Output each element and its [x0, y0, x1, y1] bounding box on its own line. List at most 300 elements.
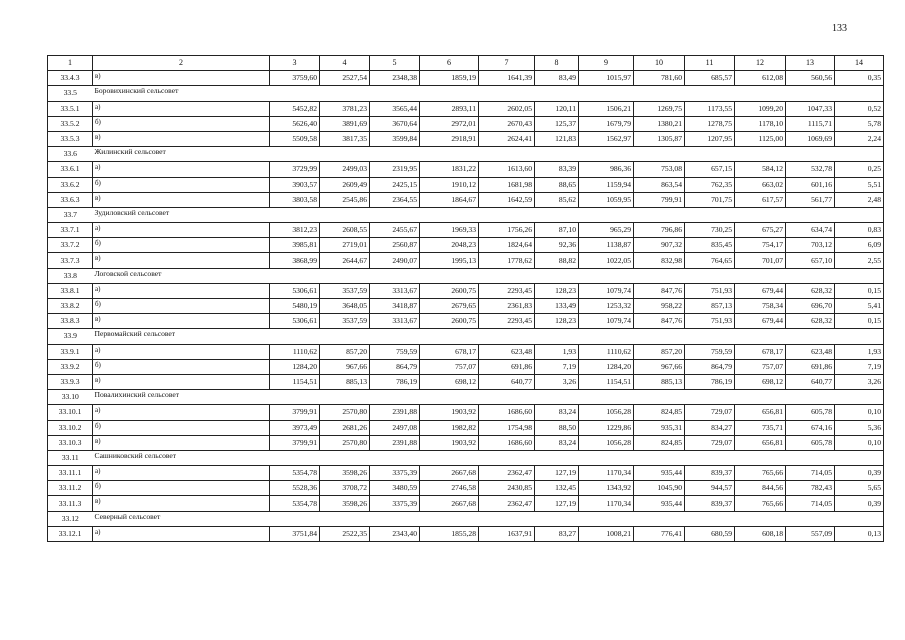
value-cell: 5,65 [835, 481, 884, 496]
row-code: 33.7.2 [48, 238, 93, 253]
row-code: 33.9.2 [48, 359, 93, 374]
value-cell: 83,24 [535, 405, 579, 420]
row-code: 33.8.2 [48, 299, 93, 314]
value-cell: 0,39 [835, 466, 884, 481]
row-code: 33.10.3 [48, 435, 93, 450]
value-cell: 685,57 [685, 71, 735, 86]
variant-label: а) [93, 405, 270, 420]
value-cell: 907,32 [634, 238, 685, 253]
value-cell: 5,51 [835, 177, 884, 192]
value-cell: 3313,67 [370, 314, 420, 329]
value-cell: 2719,01 [320, 238, 370, 253]
row-code: 33.7.1 [48, 223, 93, 238]
value-cell: 701,75 [685, 192, 735, 207]
value-cell: 1686,60 [479, 435, 535, 450]
value-cell: 1562,97 [579, 131, 634, 146]
value-cell: 3670,64 [370, 116, 420, 131]
value-cell: 1824,64 [479, 238, 535, 253]
value-cell: 1642,59 [479, 192, 535, 207]
value-cell: 691,86 [786, 359, 835, 374]
row-code: 33.12 [48, 511, 93, 526]
section-row [48, 329, 884, 344]
value-cell: 656,81 [735, 405, 786, 420]
value-cell: 824,85 [634, 435, 685, 450]
variant-label: в) [93, 314, 270, 329]
value-cell: 2918,91 [420, 131, 479, 146]
value-cell: 1045,90 [634, 481, 685, 496]
value-cell: 757,07 [420, 359, 479, 374]
value-cell: 657,15 [685, 162, 735, 177]
value-cell: 781,60 [634, 71, 685, 86]
value-cell: 674,16 [786, 420, 835, 435]
value-cell: 1110,62 [270, 344, 320, 359]
variant-label: б) [93, 177, 270, 192]
value-cell: 796,86 [634, 223, 685, 238]
table-row [48, 162, 884, 177]
variant-label: в) [93, 374, 270, 389]
column-header: 2 [93, 56, 270, 71]
value-cell: 532,78 [786, 162, 835, 177]
row-code: 33.4.3 [48, 71, 93, 86]
row-code: 33.6.2 [48, 177, 93, 192]
value-cell: 3418,87 [370, 299, 420, 314]
value-cell: 83,49 [535, 71, 579, 86]
table-row [48, 299, 884, 314]
value-cell: 3985,81 [270, 238, 320, 253]
value-cell: 2570,80 [320, 435, 370, 450]
value-cell: 729,07 [685, 435, 735, 450]
value-cell: 3708,72 [320, 481, 370, 496]
row-code: 33.6 [48, 147, 93, 162]
value-cell: 1995,13 [420, 253, 479, 268]
value-cell: 2545,86 [320, 192, 370, 207]
value-cell: 2,48 [835, 192, 884, 207]
value-cell: 1229,86 [579, 420, 634, 435]
value-cell: 1681,98 [479, 177, 535, 192]
value-cell: 3,26 [835, 374, 884, 389]
section-row [48, 450, 884, 465]
value-cell: 605,78 [786, 405, 835, 420]
value-cell: 2681,26 [320, 420, 370, 435]
value-cell: 786,19 [370, 374, 420, 389]
value-cell: 1278,75 [685, 116, 735, 131]
column-header: 4 [320, 56, 370, 71]
row-code: 33.5.3 [48, 131, 93, 146]
value-cell: 2430,85 [479, 481, 535, 496]
value-cell: 3803,58 [270, 192, 320, 207]
value-cell: 5354,78 [270, 496, 320, 511]
header-row [48, 56, 884, 71]
value-cell: 1178,10 [735, 116, 786, 131]
value-cell: 1159,94 [579, 177, 634, 192]
value-cell: 832,98 [634, 253, 685, 268]
column-header: 6 [420, 56, 479, 71]
value-cell: 3537,59 [320, 283, 370, 298]
value-cell: 88,65 [535, 177, 579, 192]
table-row [48, 344, 884, 359]
value-cell: 2343,40 [370, 526, 420, 541]
value-cell: 628,32 [786, 283, 835, 298]
table-row [48, 238, 884, 253]
value-cell: 3973,49 [270, 420, 320, 435]
table-row [48, 466, 884, 481]
section-name: Повалихинский сельсовет [93, 390, 884, 405]
section-name: Логовской сельсовет [93, 268, 884, 283]
value-cell: 678,17 [735, 344, 786, 359]
value-cell: 1110,62 [579, 344, 634, 359]
value-cell: 1056,28 [579, 435, 634, 450]
value-cell: 133,49 [535, 299, 579, 314]
table-body [48, 56, 884, 542]
value-cell: 0,15 [835, 283, 884, 298]
value-cell: 1982,82 [420, 420, 479, 435]
value-cell: 765,66 [735, 496, 786, 511]
variant-label: а) [93, 223, 270, 238]
value-cell: 2497,08 [370, 420, 420, 435]
value-cell: 1754,98 [479, 420, 535, 435]
value-cell: 847,76 [634, 283, 685, 298]
row-code: 33.11 [48, 450, 93, 465]
section-name: Первомайский сельсовет [93, 329, 884, 344]
value-cell: 714,05 [786, 466, 835, 481]
value-cell: 864,79 [685, 359, 735, 374]
value-cell: 1154,51 [579, 374, 634, 389]
row-code: 33.9.3 [48, 374, 93, 389]
value-cell: 698,12 [735, 374, 786, 389]
variant-label: в) [93, 71, 270, 86]
value-cell: 1343,92 [579, 481, 634, 496]
table-row [48, 314, 884, 329]
value-cell: 3868,99 [270, 253, 320, 268]
section-name: Боровихинский сельсовет [93, 86, 884, 101]
value-cell: 751,93 [685, 314, 735, 329]
table-row [48, 481, 884, 496]
value-cell: 2361,83 [479, 299, 535, 314]
value-cell: 83,24 [535, 435, 579, 450]
value-cell: 657,10 [786, 253, 835, 268]
value-cell: 3799,91 [270, 435, 320, 450]
value-cell: 561,77 [786, 192, 835, 207]
variant-label: б) [93, 116, 270, 131]
variant-label: б) [93, 359, 270, 374]
value-cell: 1170,34 [579, 496, 634, 511]
value-cell: 1380,21 [634, 116, 685, 131]
value-cell: 1125,00 [735, 131, 786, 146]
value-cell: 701,07 [735, 253, 786, 268]
column-header: 9 [579, 56, 634, 71]
value-cell: 3648,05 [320, 299, 370, 314]
value-cell: 2609,49 [320, 177, 370, 192]
value-cell: 2364,55 [370, 192, 420, 207]
value-cell: 2560,87 [370, 238, 420, 253]
value-cell: 679,44 [735, 314, 786, 329]
value-cell: 560,56 [786, 71, 835, 86]
value-cell: 1008,21 [579, 526, 634, 541]
value-cell: 729,07 [685, 405, 735, 420]
value-cell: 120,11 [535, 101, 579, 116]
value-cell: 958,22 [634, 299, 685, 314]
section-name: Жилинский сельсовет [93, 147, 884, 162]
value-cell: 132,45 [535, 481, 579, 496]
value-cell: 0,52 [835, 101, 884, 116]
value-cell: 5306,61 [270, 283, 320, 298]
value-cell: 2746,58 [420, 481, 479, 496]
value-cell: 2425,15 [370, 177, 420, 192]
value-cell: 3313,67 [370, 283, 420, 298]
value-cell: 0,10 [835, 435, 884, 450]
value-cell: 698,12 [420, 374, 479, 389]
row-code: 33.12.1 [48, 526, 93, 541]
column-header: 3 [270, 56, 320, 71]
value-cell: 1284,20 [270, 359, 320, 374]
value-cell: 7,19 [535, 359, 579, 374]
value-cell: 696,70 [786, 299, 835, 314]
value-cell: 0,10 [835, 405, 884, 420]
value-cell: 1056,28 [579, 405, 634, 420]
value-cell: 3565,44 [370, 101, 420, 116]
value-cell: 128,23 [535, 283, 579, 298]
section-name: Сашниковский сельсовет [93, 450, 884, 465]
value-cell: 5354,78 [270, 466, 320, 481]
value-cell: 1069,69 [786, 131, 835, 146]
value-cell: 714,05 [786, 496, 835, 511]
value-cell: 2348,38 [370, 71, 420, 86]
value-cell: 680,59 [685, 526, 735, 541]
value-cell: 678,17 [420, 344, 479, 359]
value-cell: 5,36 [835, 420, 884, 435]
value-cell: 935,44 [634, 496, 685, 511]
table-row [48, 116, 884, 131]
value-cell: 864,79 [370, 359, 420, 374]
value-cell: 5452,82 [270, 101, 320, 116]
table-row [48, 223, 884, 238]
value-cell: 3599,84 [370, 131, 420, 146]
value-cell: 3812,23 [270, 223, 320, 238]
value-cell: 1022,05 [579, 253, 634, 268]
value-cell: 758,34 [735, 299, 786, 314]
value-cell: 2644,67 [320, 253, 370, 268]
table-row [48, 405, 884, 420]
value-cell: 675,27 [735, 223, 786, 238]
value-cell: 5509,58 [270, 131, 320, 146]
value-cell: 601,16 [786, 177, 835, 192]
value-cell: 128,23 [535, 314, 579, 329]
column-header: 13 [786, 56, 835, 71]
value-cell: 0,15 [835, 314, 884, 329]
variant-label: а) [93, 344, 270, 359]
variant-label: в) [93, 253, 270, 268]
value-cell: 1910,12 [420, 177, 479, 192]
value-cell: 1778,62 [479, 253, 535, 268]
value-cell: 1015,97 [579, 71, 634, 86]
value-cell: 605,78 [786, 435, 835, 450]
value-cell: 1253,32 [579, 299, 634, 314]
section-row [48, 207, 884, 222]
value-cell: 5480,19 [270, 299, 320, 314]
value-cell: 762,35 [685, 177, 735, 192]
value-cell: 3751,84 [270, 526, 320, 541]
value-cell: 1079,74 [579, 314, 634, 329]
row-code: 33.8.3 [48, 314, 93, 329]
value-cell: 121,83 [535, 131, 579, 146]
value-cell: 751,93 [685, 283, 735, 298]
value-cell: 1,93 [835, 344, 884, 359]
value-cell: 759,59 [370, 344, 420, 359]
value-cell: 1859,19 [420, 71, 479, 86]
value-cell: 1079,74 [579, 283, 634, 298]
value-cell: 5306,61 [270, 314, 320, 329]
value-cell: 757,07 [735, 359, 786, 374]
column-header: 8 [535, 56, 579, 71]
value-cell: 612,08 [735, 71, 786, 86]
value-cell: 1641,39 [479, 71, 535, 86]
row-code: 33.8.1 [48, 283, 93, 298]
column-header: 11 [685, 56, 735, 71]
row-code: 33.8 [48, 268, 93, 283]
row-code: 33.11.1 [48, 466, 93, 481]
variant-label: б) [93, 420, 270, 435]
value-cell: 735,71 [735, 420, 786, 435]
value-cell: 1207,95 [685, 131, 735, 146]
value-cell: 765,66 [735, 466, 786, 481]
value-cell: 623,48 [479, 344, 535, 359]
value-cell: 0,35 [835, 71, 884, 86]
table-row [48, 496, 884, 511]
value-cell: 2391,88 [370, 435, 420, 450]
value-cell: 584,12 [735, 162, 786, 177]
section-row [48, 511, 884, 526]
value-cell: 83,27 [535, 526, 579, 541]
variant-label: в) [93, 192, 270, 207]
column-header: 1 [48, 56, 93, 71]
value-cell: 759,59 [685, 344, 735, 359]
value-cell: 2972,01 [420, 116, 479, 131]
value-cell: 623,48 [786, 344, 835, 359]
variant-label: а) [93, 101, 270, 116]
section-row [48, 86, 884, 101]
value-cell: 656,81 [735, 435, 786, 450]
value-cell: 0,39 [835, 496, 884, 511]
data-table [47, 55, 884, 542]
value-cell: 935,31 [634, 420, 685, 435]
value-cell: 640,77 [786, 374, 835, 389]
row-code: 33.9.1 [48, 344, 93, 359]
value-cell: 2602,05 [479, 101, 535, 116]
value-cell: 2570,80 [320, 405, 370, 420]
value-cell: 2,24 [835, 131, 884, 146]
value-cell: 730,25 [685, 223, 735, 238]
value-cell: 6,09 [835, 238, 884, 253]
value-cell: 3,26 [535, 374, 579, 389]
value-cell: 3598,26 [320, 466, 370, 481]
value-cell: 754,17 [735, 238, 786, 253]
value-cell: 2319,95 [370, 162, 420, 177]
value-cell: 3537,59 [320, 314, 370, 329]
table-row [48, 283, 884, 298]
value-cell: 608,18 [735, 526, 786, 541]
value-cell: 844,56 [735, 481, 786, 496]
value-cell: 1047,33 [786, 101, 835, 116]
column-header: 12 [735, 56, 786, 71]
column-header: 10 [634, 56, 685, 71]
value-cell: 1170,34 [579, 466, 634, 481]
value-cell: 5,78 [835, 116, 884, 131]
table-row [48, 526, 884, 541]
section-name: Северный сельсовет [93, 511, 884, 526]
section-name: Зудиловский сельсовет [93, 207, 884, 222]
value-cell: 967,66 [320, 359, 370, 374]
section-row [48, 390, 884, 405]
value-cell: 125,37 [535, 116, 579, 131]
table-row [48, 374, 884, 389]
value-cell: 857,20 [634, 344, 685, 359]
row-code: 33.9 [48, 329, 93, 344]
value-cell: 1059,95 [579, 192, 634, 207]
value-cell: 2,55 [835, 253, 884, 268]
row-code: 33.6.1 [48, 162, 93, 177]
value-cell: 857,13 [685, 299, 735, 314]
value-cell: 0,25 [835, 162, 884, 177]
value-cell: 1284,20 [579, 359, 634, 374]
value-cell: 2293,45 [479, 314, 535, 329]
value-cell: 847,76 [634, 314, 685, 329]
value-cell: 1154,51 [270, 374, 320, 389]
row-code: 33.7.3 [48, 253, 93, 268]
value-cell: 2600,75 [420, 314, 479, 329]
value-cell: 1855,28 [420, 526, 479, 541]
value-cell: 967,66 [634, 359, 685, 374]
value-cell: 127,19 [535, 466, 579, 481]
value-cell: 691,86 [479, 359, 535, 374]
value-cell: 85,62 [535, 192, 579, 207]
value-cell: 1969,33 [420, 223, 479, 238]
value-cell: 1138,87 [579, 238, 634, 253]
value-cell: 3891,69 [320, 116, 370, 131]
value-cell: 3759,60 [270, 71, 320, 86]
value-cell: 640,77 [479, 374, 535, 389]
value-cell: 839,37 [685, 466, 735, 481]
value-cell: 1115,71 [786, 116, 835, 131]
value-cell: 2667,68 [420, 466, 479, 481]
value-cell: 3375,39 [370, 466, 420, 481]
variant-label: в) [93, 435, 270, 450]
value-cell: 824,85 [634, 405, 685, 420]
value-cell: 5528,36 [270, 481, 320, 496]
value-cell: 1173,55 [685, 101, 735, 116]
value-cell: 2490,07 [370, 253, 420, 268]
variant-label: в) [93, 131, 270, 146]
value-cell: 1506,21 [579, 101, 634, 116]
value-cell: 3480,59 [370, 481, 420, 496]
value-cell: 764,65 [685, 253, 735, 268]
table-row [48, 177, 884, 192]
page-number: 133 [832, 23, 847, 34]
table-row [48, 131, 884, 146]
variant-label: а) [93, 466, 270, 481]
value-cell: 1831,22 [420, 162, 479, 177]
row-code: 33.5.2 [48, 116, 93, 131]
value-cell: 1305,87 [634, 131, 685, 146]
row-code: 33.5.1 [48, 101, 93, 116]
value-cell: 0,83 [835, 223, 884, 238]
row-code: 33.7 [48, 207, 93, 222]
value-cell: 986,36 [579, 162, 634, 177]
value-cell: 83,39 [535, 162, 579, 177]
variant-label: в) [93, 496, 270, 511]
value-cell: 1613,60 [479, 162, 535, 177]
table-row [48, 192, 884, 207]
value-cell: 2362,47 [479, 496, 535, 511]
